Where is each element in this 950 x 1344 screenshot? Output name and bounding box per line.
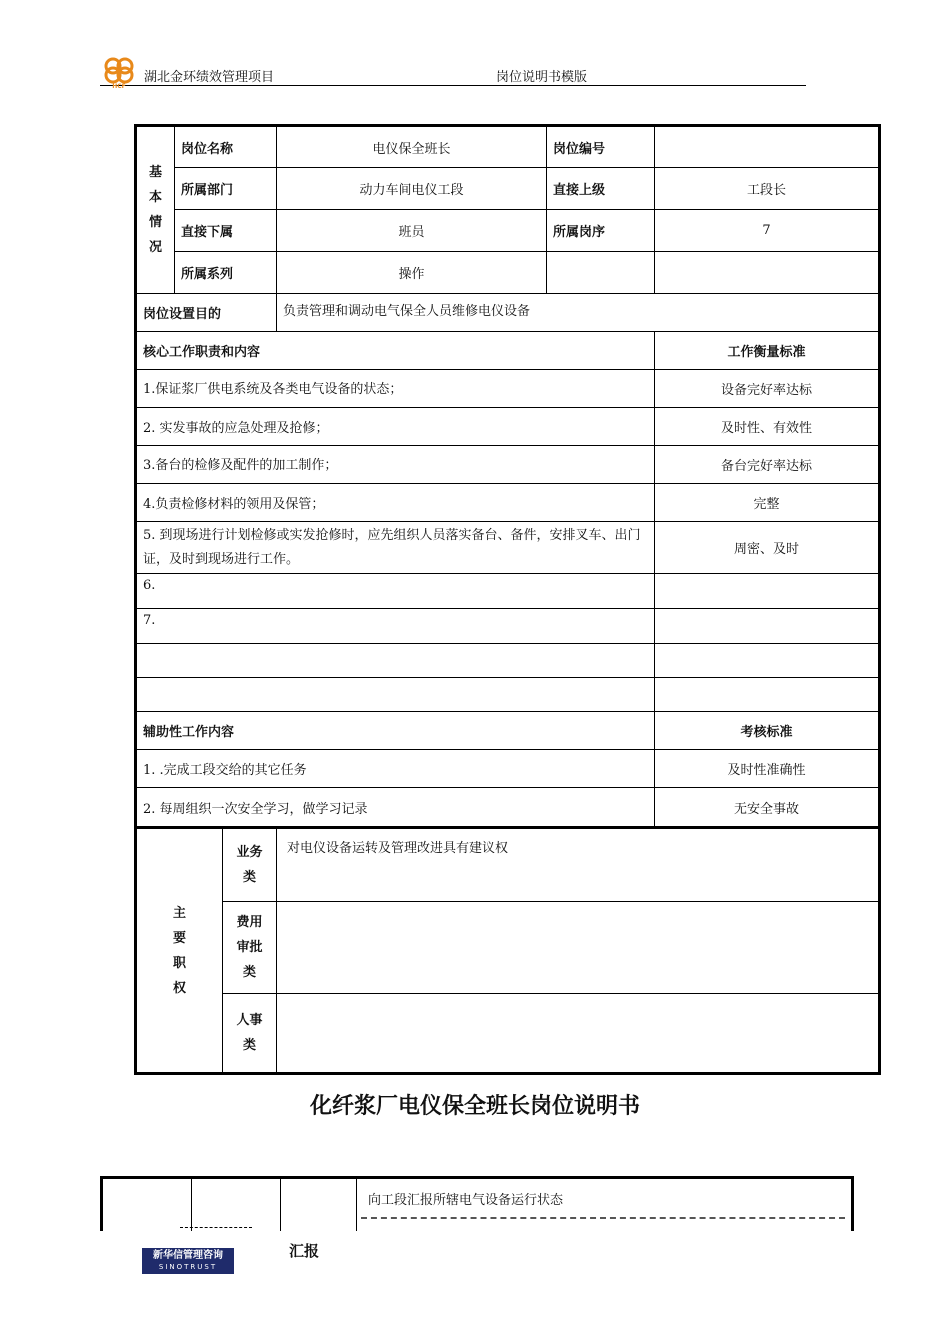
- core-duty-8: [136, 644, 655, 678]
- page-header: [100, 55, 806, 89]
- basic-section-label: 基本情况: [136, 126, 175, 294]
- aux-duties-header: 辅助性工作内容: [136, 712, 655, 750]
- authority-content-business: 对电仪设备运转及管理改进具有建议权: [277, 828, 880, 902]
- authority-type-business: 业务类: [223, 828, 277, 902]
- authority-type-expense: 费用审批类: [223, 902, 277, 994]
- footer-logo-en: SINOTRUST: [158, 1263, 218, 1271]
- core-standard-3: 备台完好率达标: [655, 446, 880, 484]
- sequence-label: 所属岗序: [547, 210, 655, 252]
- aux-duty-1: 1. .完成工段交给的其它任务: [136, 750, 655, 788]
- core-duty-9: [136, 678, 655, 712]
- authority-content-expense: [277, 902, 880, 994]
- core-duty-6: 6.: [136, 574, 655, 609]
- reporting-text: 向工段汇报所辖电气设备运行状态: [368, 1193, 564, 1208]
- core-standard-5: 周密、及时: [655, 522, 880, 574]
- subordinate-value: 班员: [277, 210, 547, 252]
- aux-standard-1: 及时性准确性: [655, 750, 880, 788]
- position-code-value: [655, 126, 880, 168]
- core-standard-header: 工作衡量标准: [655, 332, 880, 370]
- series-empty-cell-2: [655, 252, 880, 294]
- sinotrust-logo: [142, 1248, 234, 1274]
- core-duty-1: 1.保证浆厂供电系统及各类电气设备的状态；: [136, 370, 655, 408]
- aux-standard-header: 考核标准: [655, 712, 880, 750]
- core-duty-4: 4.负责检修材料的领用及保管；: [136, 484, 655, 522]
- core-duty-7: 7.: [136, 609, 655, 644]
- core-standard-6: [655, 574, 880, 609]
- authority-content-personnel: [277, 994, 880, 1074]
- department-label: 所属部门: [175, 168, 277, 210]
- purpose-label: 岗位设置目的: [136, 294, 277, 332]
- subordinate-label: 直接下属: [175, 210, 277, 252]
- footer-logo-cn: 新华信管理咨询: [153, 1250, 223, 1261]
- series-label: 所属系列: [175, 252, 277, 294]
- core-standard-4: 完整: [655, 484, 880, 522]
- core-duty-3: 3.备台的检修及配件的加工制作；: [136, 446, 655, 484]
- core-duty-5: 5. 到现场进行计划检修或实发抢修时，应先组织人员落实备台、备件，安排叉车、出门证，及时到现场进行工作。: [136, 522, 655, 574]
- reporting-divider: [191, 1179, 192, 1231]
- core-duties-header: 核心工作职责和内容: [136, 332, 655, 370]
- hcf-logo-icon: [100, 55, 138, 89]
- authority-section-label: 主要职权: [136, 828, 223, 1074]
- core-standard-2: 及时性、有效性: [655, 408, 880, 446]
- reporting-dashed-connector: [180, 1227, 252, 1228]
- purpose-text: 负责管理和调动电气保全人员维修电仪设备: [277, 294, 880, 332]
- aux-standard-2: 无安全事故: [655, 788, 880, 828]
- reporting-divider: [280, 1179, 281, 1231]
- superior-value: 工段长: [655, 168, 880, 210]
- document-title: 化纤浆厂电仪保全班长岗位说明书: [309, 1094, 640, 1119]
- reporting-table: [100, 1176, 854, 1231]
- reporting-dashed-line: [361, 1217, 845, 1219]
- sequence-value: 7: [655, 210, 880, 252]
- core-standard-7: [655, 609, 880, 644]
- core-standard-8: [655, 644, 880, 678]
- aux-duty-2: 2. 每周组织一次安全学习，做学习记录: [136, 788, 655, 828]
- series-empty-cell: [547, 252, 655, 294]
- department-value: 动力车间电仪工段: [277, 168, 547, 210]
- svg-text:HCF: HCF: [112, 83, 126, 89]
- core-standard-1: 设备完好率达标: [655, 370, 880, 408]
- series-value: 操作: [277, 252, 547, 294]
- position-code-label: 岗位编号: [547, 126, 655, 168]
- reporting-label: 汇报: [289, 1242, 320, 1260]
- header-company: 湖北金环绩效管理项目: [144, 70, 275, 85]
- position-name-label: 岗位名称: [175, 126, 277, 168]
- job-description-table: [134, 124, 881, 1075]
- authority-type-personnel: 人事类: [223, 994, 277, 1074]
- superior-label: 直接上级: [547, 168, 655, 210]
- core-standard-9: [655, 678, 880, 712]
- core-duty-2: 2. 实发事故的应急处理及抢修；: [136, 408, 655, 446]
- reporting-divider: [356, 1179, 357, 1231]
- position-name-value: 电仪保全班长: [277, 126, 547, 168]
- header-doc-type: 岗位说明书模版: [496, 70, 588, 85]
